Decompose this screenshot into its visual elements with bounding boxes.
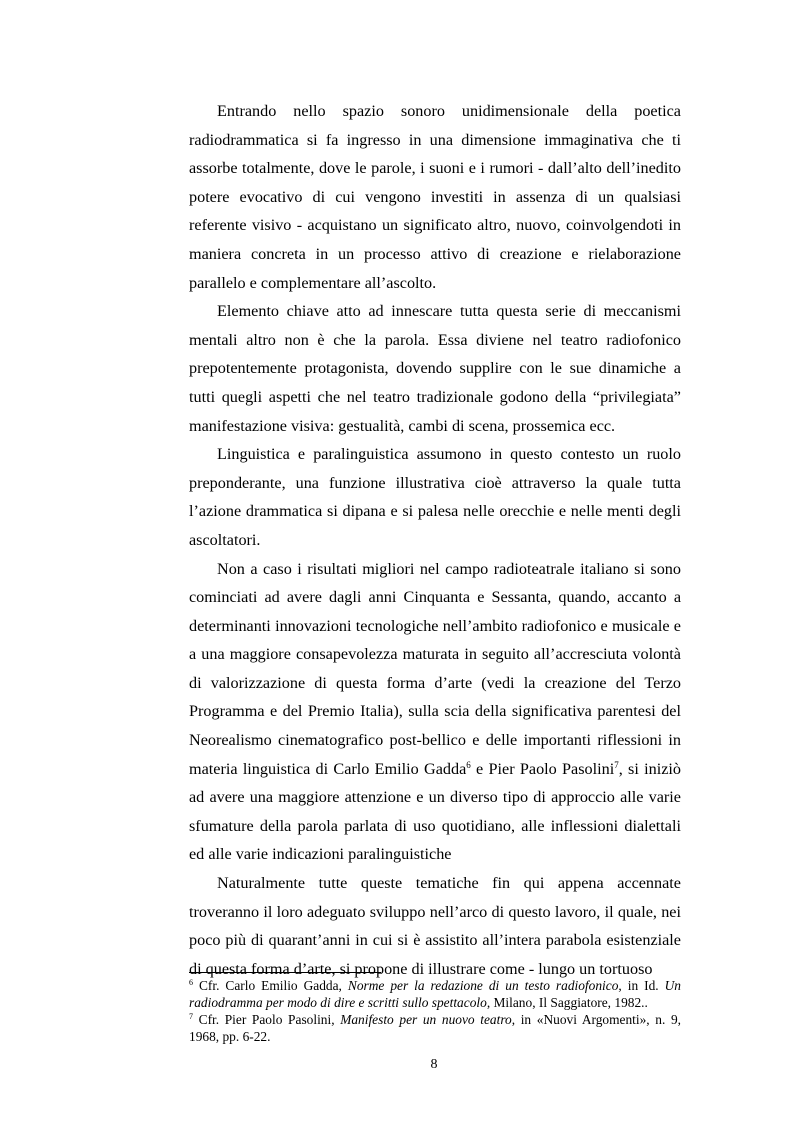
footnote-title: Un radiodramma per modo di dire e scritti sullo spettacolo: [189, 978, 681, 1010]
paragraph-4-part-2: e Pier Paolo Pasolini: [470, 759, 615, 778]
footnote-7: [189, 1011, 681, 1045]
page-number: 8: [430, 1057, 438, 1072]
footnote-text: , Milano, Il Saggiatore, 1982..: [486, 995, 648, 1010]
footnote-title: Norme per la redazione di un testo radiofonico: [347, 978, 619, 993]
footnote-6: [189, 977, 681, 1011]
footnotes: [189, 977, 681, 1045]
footnote-title: Manifesto per un nuovo teatro: [340, 1012, 512, 1027]
paragraph-4: [189, 555, 681, 870]
footnote-separator: [189, 972, 381, 973]
footnote-text: , in Id.: [618, 978, 665, 993]
footnote-number: 7: [189, 1012, 193, 1021]
body-text: [189, 97, 681, 983]
paragraph-4-part-1: Non a caso i risultati migliori nel campo radioteatrale italiano si sono cominciati ad avere dagli anni Cinquanta e Sessanta, quando, accanto a determinanti innovazioni tecnologiche nell’ambito radiofonico e musicale e a una maggiore consapevolezza maturata in seguito all’accresciuta volontà di valorizzazione di questa forma d’arte (vedi la creazione del Terzo Programma e del Premio Italia), sulla scia della significativa parentesi del Neorealismo cinematografico post-bellico e delle importanti riflessioni in materia linguistica di Carlo Emilio Gadda: [189, 559, 681, 778]
paragraph-4-part-3: , si iniziò ad avere una maggiore attenzione e un diverso tipo di approccio alle varie sfumature della parola parlata di uso quotidiano, alle inflessioni dialettali ed alle varie indicazioni paralinguistiche: [189, 759, 681, 864]
footnote-text: , in «Nuovi Argomenti», n. 9, 1968, pp. 6-22.: [189, 1012, 681, 1044]
footnote-text: Cfr. Carlo Emilio Gadda,: [193, 978, 348, 993]
paragraph-2: Elemento chiave atto ad innescare tutta questa serie di meccanismi mentali altro non è che la parola. Essa diviene nel teatro radiofonico prepotentemente protagonista, dovendo supplire con le sue dinamiche a tutti quegli aspetti che nel teatro tradizionale godono della “privilegiata” manifestazione visiva: gestualità, cambi di scena, prossemica ecc.: [189, 302, 681, 435]
paragraph-3: Linguistica e paralinguistica assumono in questo contesto un ruolo preponderante, una funzione illustrativa cioè attraverso la quale tutta l’azione drammatica si dipana e si palesa nelle orecchie e nelle menti degli ascoltatori.: [189, 445, 681, 549]
footnote-number: 6: [189, 978, 193, 987]
footnote-text: Cfr. Pier Paolo Pasolini,: [193, 1012, 341, 1027]
footnote-ref-7[interactable]: 7: [614, 759, 619, 770]
paragraph-5: Naturalmente tutte queste tematiche fin qui appena accennate troveranno il loro adeguato sviluppo nell’arco di questo lavoro, il quale, nei poco più di quarant’anni in cui si è assistito all’intera parabola esistenziale di questa forma d’arte, si propone di illustrare come - lungo un tortuoso: [189, 874, 681, 978]
footnote-ref-6[interactable]: 6: [466, 759, 471, 770]
paragraph-1: Entrando nello spazio sonoro unidimensionale della poetica radiodrammatica si fa ingresso in una dimensione immaginativa che ti assorbe totalmente, dove le parole, i suoni e i rumori - dall’alto dell’inedito potere evocativo di cui vengono investiti in assenza di un qualsiasi referente visivo - acquistano un significato altro, nuovo, coinvolgendoti in maniera concreta in un processo attivo di creazione e rielaborazione parallelo e complementare all’ascolto.: [189, 102, 681, 292]
